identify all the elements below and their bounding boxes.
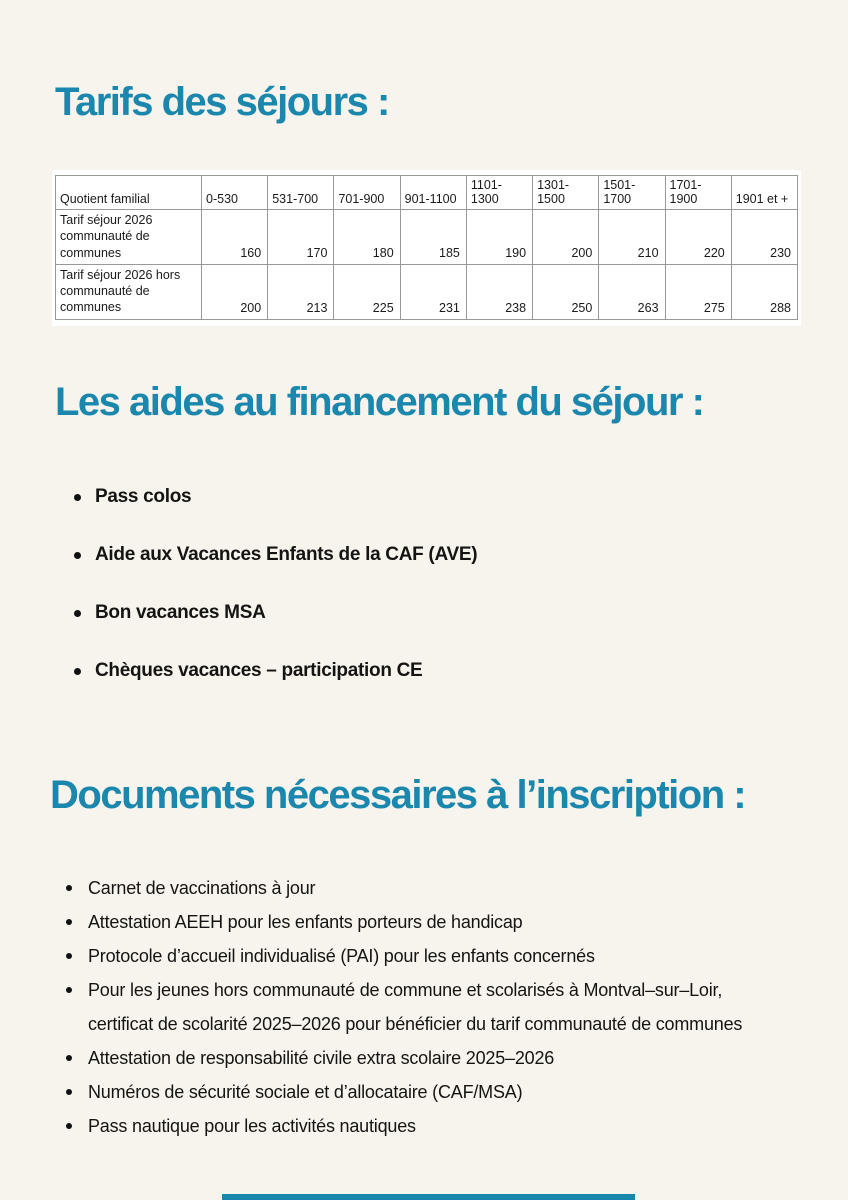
price-cell: 220 <box>665 210 731 265</box>
price-cell: 230 <box>731 210 797 265</box>
document-item-label: Pour les jeunes hors communauté de commune et scolarisés à Montval–sur–Loir, certificat de scolarité 2025–2026 pour bénéficier du tarif communauté de communes <box>88 980 743 1034</box>
bottom-accent-bar <box>222 1194 635 1200</box>
header-quotient-familial: Quotient familial <box>56 176 202 210</box>
price-cell: 200 <box>533 210 599 265</box>
bullet-icon <box>66 1089 72 1095</box>
price-cell: 250 <box>533 264 599 319</box>
document-item-label: Attestation AEEH pour les enfants porteurs de handicap <box>88 912 523 932</box>
document-item-label: Pass nautique pour les activités nautiques <box>88 1116 416 1136</box>
header-bracket: 901-1100 <box>400 176 466 210</box>
bullet-icon <box>74 610 81 617</box>
price-cell: 170 <box>268 210 334 265</box>
table-row <box>56 264 798 319</box>
price-cell: 213 <box>268 264 334 319</box>
document-item-label: Protocole d’accueil individualisé (PAI) pour les enfants concernés <box>88 946 595 966</box>
list-item <box>74 486 477 508</box>
pricing-table <box>55 175 798 320</box>
aid-item-label: Pass colos <box>95 486 192 507</box>
list-item <box>66 905 796 939</box>
bullet-icon <box>74 494 81 501</box>
list-item <box>66 1075 796 1109</box>
bullet-icon <box>74 668 81 675</box>
header-bracket: 701-900 <box>334 176 400 210</box>
list-item <box>66 871 796 905</box>
header-bracket: 1701-1900 <box>665 176 731 210</box>
price-cell: 225 <box>334 264 400 319</box>
price-cell: 231 <box>400 264 466 319</box>
list-item <box>66 973 796 1041</box>
header-bracket: 1101-1300 <box>466 176 532 210</box>
tarifs-title: Tarifs des séjours : <box>55 80 389 124</box>
row-label: Tarif séjour 2026 hors communauté de communes <box>56 264 202 319</box>
document-item-label: Numéros de sécurité sociale et d’allocataire (CAF/MSA) <box>88 1082 523 1102</box>
aid-item-label: Aide aux Vacances Enfants de la CAF (AVE) <box>95 544 478 565</box>
price-cell: 180 <box>334 210 400 265</box>
price-cell: 288 <box>731 264 797 319</box>
tarifs-table <box>52 170 801 326</box>
document-item-label: Carnet de vaccinations à jour <box>88 878 316 898</box>
price-cell: 263 <box>599 264 665 319</box>
table-row <box>56 210 798 265</box>
price-cell: 190 <box>466 210 532 265</box>
list-item <box>74 544 477 566</box>
aid-item-label: Chèques vacances – participation CE <box>95 660 423 681</box>
documents-title: Documents nécessaires à l’inscription : <box>50 773 746 817</box>
price-cell: 160 <box>202 210 268 265</box>
price-cell: 185 <box>400 210 466 265</box>
list-item <box>66 1109 796 1143</box>
list-item <box>66 939 796 973</box>
table-header-row <box>56 176 798 210</box>
header-bracket: 1301-1500 <box>533 176 599 210</box>
price-cell: 275 <box>665 264 731 319</box>
bullet-icon <box>74 552 81 559</box>
header-bracket: 1901 et + <box>731 176 797 210</box>
header-bracket: 0-530 <box>202 176 268 210</box>
aides-title: Les aides au financement du séjour : <box>55 380 704 424</box>
bullet-icon <box>66 987 72 993</box>
bullet-icon <box>66 885 72 891</box>
header-bracket: 531-700 <box>268 176 334 210</box>
bullet-icon <box>66 1055 72 1061</box>
bullet-icon <box>66 953 72 959</box>
price-cell: 210 <box>599 210 665 265</box>
price-cell: 200 <box>202 264 268 319</box>
list-item <box>74 660 477 682</box>
documents-list <box>66 871 796 1143</box>
price-cell: 238 <box>466 264 532 319</box>
bullet-icon <box>66 919 72 925</box>
bullet-icon <box>66 1123 72 1129</box>
aid-item-label: Bon vacances MSA <box>95 602 266 623</box>
list-item <box>74 602 477 624</box>
document-item-label: Attestation de responsabilité civile extra scolaire 2025–2026 <box>88 1048 555 1068</box>
list-item <box>66 1041 796 1075</box>
header-bracket: 1501-1700 <box>599 176 665 210</box>
row-label: Tarif séjour 2026 communauté de communes <box>56 210 202 265</box>
aides-list <box>74 486 477 718</box>
